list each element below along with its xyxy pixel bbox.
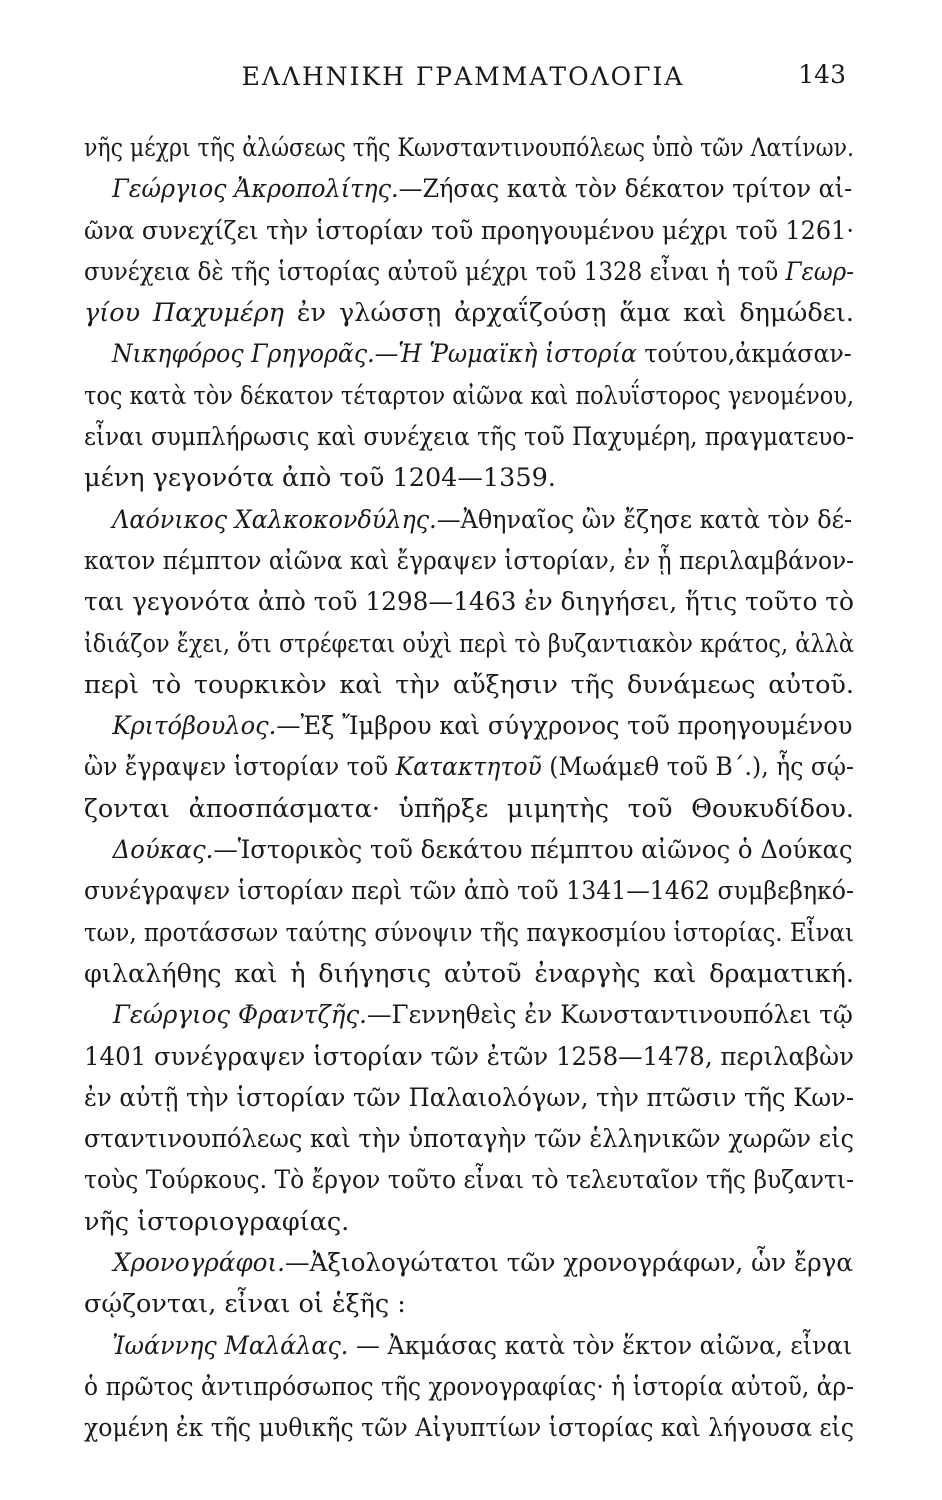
italic-text: Γεώργιος Φραντζῆς. xyxy=(112,1000,367,1031)
text-segment: —Ἀξιολογώτατοι τῶν χρονογράφων, ὧν ἔργα xyxy=(284,1248,853,1279)
italic-text: γίου Παχυμέρη xyxy=(84,298,284,329)
text-line xyxy=(84,706,853,747)
text-segment: τούτου,ἀκμάσαν- xyxy=(636,339,852,370)
text-segment: —Ἱστορικὸς τοῦ δεκάτου πέμπτου αἰῶνος ὁ Δούκας xyxy=(213,835,853,866)
text-line xyxy=(84,789,854,830)
text-segment: ἐν αὐτῇ τὴν ἱστορίαν τῶν Παλαιολόγων, τὴν πτῶσιν τῆς Κων- xyxy=(84,1082,855,1113)
text-line xyxy=(84,1284,854,1325)
text-segment: χομένη ἐκ τῆς μυθικῆς τῶν Αἰγυπτίων ἱστορίας καὶ λήγουσα εἰς xyxy=(84,1413,854,1444)
italic-text: Κατακτητοῦ xyxy=(395,752,542,783)
text-line xyxy=(84,995,853,1036)
text-line xyxy=(84,376,855,417)
body-text xyxy=(84,128,854,1450)
text-segment: σῴζονται, εἶναι οἱ ἑξῆς : xyxy=(84,1289,406,1320)
text-line xyxy=(84,500,853,541)
text-line xyxy=(84,417,855,458)
text-segment: σταντινουπόλεως καὶ τὴν ὑποταγὴν τῶν ἑλληνικῶν χωρῶν εἰς xyxy=(84,1124,855,1155)
text-line xyxy=(84,1202,854,1243)
text-line xyxy=(84,128,854,169)
text-line xyxy=(84,665,854,706)
text-segment: —Ζήσας κατὰ τὸν δέκατον τρίτον αἰ- xyxy=(398,174,853,205)
text-segment: νῆς μέχρι τῆς ἀλώσεως τῆς Κωνσταντινουπόλεως ὑπὸ τῶν Λατίνων. xyxy=(84,133,854,163)
text-segment: 1401 συνέγραψεν ἱστορίαν τῶν ἐτῶν 1258—1478, περιλαβὼν xyxy=(84,1041,854,1072)
text-segment: μένη γεγονότα ἀπὸ τοῦ 1204—1359. xyxy=(84,463,556,494)
text-segment: ὢν ἔγραψεν ἱστορίαν τοῦ xyxy=(84,752,396,783)
italic-text: Γεωρ- xyxy=(785,256,855,287)
text-line xyxy=(84,1119,855,1160)
text-segment: τος κατὰ τὸν δέκατον τέταρτον αἰῶνα καὶ πολυΐστορος γενομένου, xyxy=(84,380,855,411)
text-line xyxy=(84,334,852,375)
italic-text: Γεώργιος Ἀκροπολίτης. xyxy=(112,174,399,205)
italic-text: Κριτόβουλος. xyxy=(112,711,277,742)
page-number: 143 xyxy=(798,60,846,89)
text-segment: ῶνα συνεχίζει τὴν ἱστορίαν τοῦ προηγουμένου μέχρι τοῦ 1261· xyxy=(84,215,855,246)
text-line xyxy=(84,582,854,623)
text-segment: — xyxy=(374,339,399,370)
text-segment: φιλαλήθης καὶ ἡ διήγησις αὐτοῦ ἐναργὴς καὶ δραματική. xyxy=(84,958,854,989)
text-segment: —Γεννηθεὶς ἐν Κωνσταντινουπόλει τῷ xyxy=(366,1000,853,1031)
text-segment: κατον πέμπτον αἰῶνα καὶ ἔγραψεν ἱστορίαν, ἐν ᾗ περιλαμβάνον- xyxy=(84,545,855,576)
text-line xyxy=(84,252,855,293)
text-line xyxy=(84,1408,854,1449)
text-line xyxy=(84,1367,855,1408)
text-segment: ζονται ἀποσπάσματα· ὑπῆρξε μιμητὴς τοῦ Θουκυδίδου. xyxy=(84,793,854,824)
italic-text: Λαόνικος Χαλκοκονδύλης. xyxy=(112,504,437,535)
text-segment: περὶ τὸ τουρκικὸν καὶ τὴν αὔξησιν τῆς δυνάμεως αὐτοῦ. xyxy=(84,669,855,700)
running-head xyxy=(80,58,846,98)
text-segment: —Ἀθηναῖος ὢν ἔζησε κατὰ τὸν δέ- xyxy=(436,504,853,535)
running-head-title: ΕΛΛΗΝΙΚΗ ΓΡΑΜΜΑΤΟΛΟΓΙΑ xyxy=(241,62,685,91)
text-line xyxy=(84,747,855,788)
text-segment: τοὺς Τούρκους. Τὸ ἔργον τοῦτο εἶναι τὸ τελευταῖον τῆς βυζαντι- xyxy=(84,1165,855,1196)
text-line xyxy=(84,1160,855,1201)
text-segment: —Ἐξ Ἴμβρου καὶ σύγχρονος τοῦ προηγουμένου xyxy=(276,711,853,742)
italic-text: Νικηφόρος Γρηγορᾶς. xyxy=(111,339,375,370)
text-segment: ται γεγονότα ἀπὸ τοῦ 1298—1463 ἐν διηγήσει, ἥτις τοῦτο τὸ xyxy=(84,587,854,618)
text-segment: ἐν γλώσσῃ ἀρχαΐζούσῃ ἅμα καὶ δημώδει. xyxy=(283,298,854,329)
text-line xyxy=(84,1243,853,1284)
text-segment: συνέχεια δὲ τῆς ἱστορίας αὐτοῦ μέχρι τοῦ 1328 εἶναι ἡ τοῦ xyxy=(84,256,786,287)
text-line xyxy=(84,211,855,252)
text-segment: εἶναι συμπλήρωσις καὶ συνέχεια τῆς τοῦ Παχυμέρη, πραγματευο- xyxy=(84,422,855,453)
text-line xyxy=(84,169,853,210)
text-line xyxy=(84,1078,855,1119)
text-segment: ἰδιάζον ἔχει, ὅτι στρέφεται οὐχὶ περὶ τὸ βυζαντιακὸν κράτος, ἀλλὰ xyxy=(84,628,855,659)
italic-text: Χρονογράφοι. xyxy=(112,1248,285,1279)
text-line xyxy=(84,1326,853,1367)
text-line xyxy=(84,458,854,499)
text-line xyxy=(84,871,854,912)
text-segment: συνέγραψεν ἱστορίαν περὶ τῶν ἀπὸ τοῦ 1341—1462 συμβεβηκό- xyxy=(84,876,854,907)
italic-text: Δούκας. xyxy=(112,835,214,866)
text-segment: — Ἀκμάσας κατὰ τὸν ἕκτον αἰῶνα, εἶναι xyxy=(348,1330,853,1361)
italic-text: Ἡ Ῥωμαϊκὴ ἱστορία xyxy=(398,339,637,370)
text-segment: των, προτάσσων ταύτης σύνοψιν τῆς παγκοσμίου ἱστορίας. Εἶναι xyxy=(84,917,855,948)
text-line xyxy=(84,954,854,995)
text-line xyxy=(84,541,855,582)
text-line xyxy=(84,913,855,954)
text-segment: νῆς ἱστοριογραφίας. xyxy=(84,1206,350,1237)
italic-text: Ἰωάννης Μαλάλας. xyxy=(112,1330,349,1361)
text-line xyxy=(84,1037,854,1078)
text-line xyxy=(84,624,855,665)
text-line xyxy=(84,293,854,334)
text-segment: ὁ πρῶτος ἀντιπρόσωπος τῆς χρονογραφίας· ἡ ἱστορία αὐτοῦ, ἀρ- xyxy=(84,1371,855,1402)
text-line xyxy=(84,830,853,871)
text-segment: (Μωάμεθ τοῦ Β΄.), ἧς σῴ- xyxy=(541,752,855,783)
